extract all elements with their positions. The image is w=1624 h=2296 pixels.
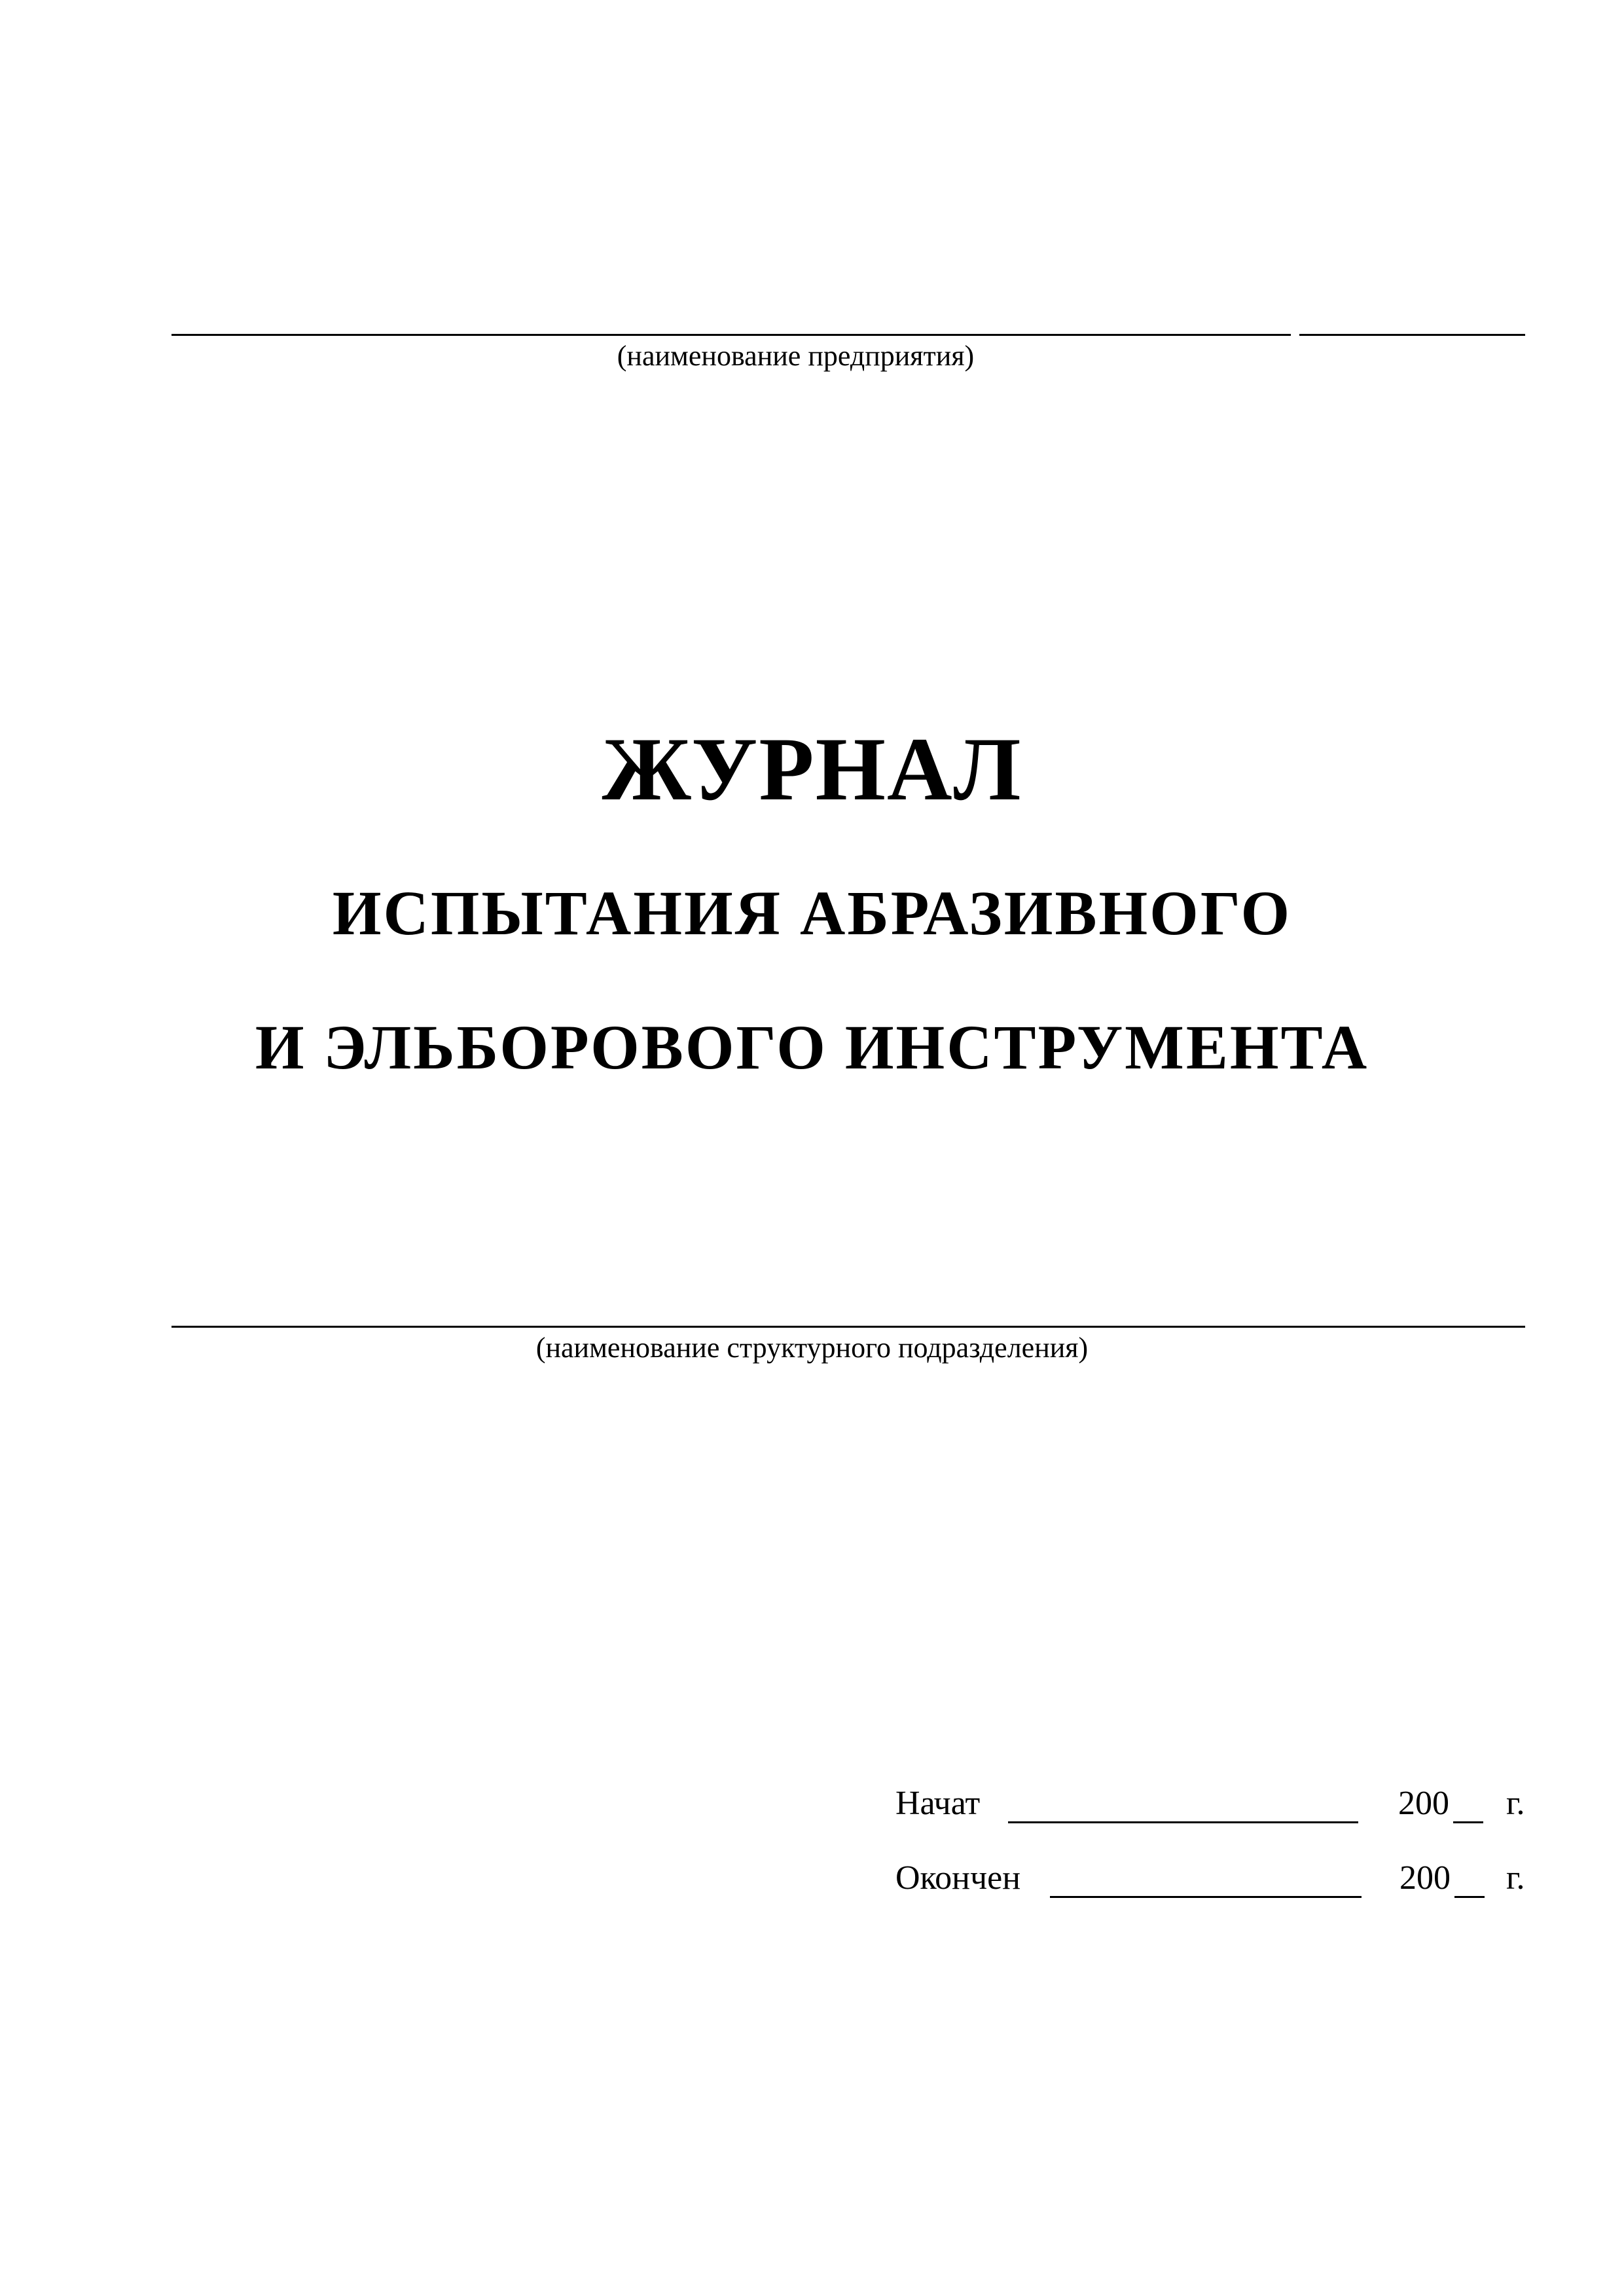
start-date-field[interactable] bbox=[1008, 1821, 1358, 1823]
finish-date-row bbox=[895, 1855, 1524, 1901]
division-name-caption: (наименование структурного подразделения) bbox=[535, 1332, 1089, 1364]
start-year-suffix: г. bbox=[1506, 1785, 1525, 1822]
start-year-field[interactable] bbox=[1453, 1821, 1483, 1823]
start-year-prefix: 200 bbox=[1398, 1785, 1449, 1822]
finish-date-label: Окончен bbox=[895, 1859, 1021, 1897]
start-date-label: Начат bbox=[895, 1785, 981, 1822]
division-name-line[interactable] bbox=[171, 1326, 1525, 1328]
finish-year-field[interactable] bbox=[1454, 1896, 1485, 1898]
enterprise-name-caption: (наименование предприятия) bbox=[617, 340, 975, 372]
finish-date-field[interactable] bbox=[1050, 1896, 1362, 1898]
finish-year-suffix: г. bbox=[1506, 1859, 1525, 1897]
journal-subtitle-line-1: ИСПЫТАНИЯ АБРАЗИВНОГО bbox=[332, 878, 1292, 948]
journal-subtitle-line-2: И ЭЛЬБОРОВОГО ИНСТРУМЕНТА bbox=[255, 1012, 1369, 1082]
enterprise-name-line[interactable] bbox=[171, 334, 1291, 336]
enterprise-name-line-extension[interactable] bbox=[1299, 334, 1525, 336]
finish-year-prefix: 200 bbox=[1399, 1859, 1451, 1897]
start-date-row bbox=[895, 1781, 1524, 1827]
journal-title: ЖУРНАЛ bbox=[602, 719, 1022, 819]
